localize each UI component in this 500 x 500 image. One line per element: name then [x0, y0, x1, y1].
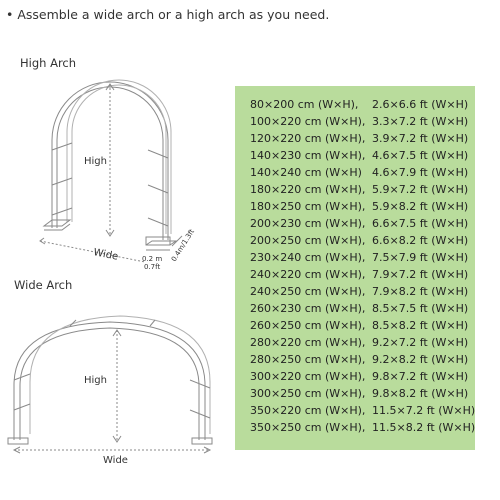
- size-metric: 180×250 cm (W×H),: [250, 200, 366, 213]
- size-imperial: 8.5×8.2 ft (W×H): [372, 319, 469, 332]
- size-row: [250, 130, 475, 147]
- high-arch-base-depth-label: 0.4m/1.3ft: [169, 227, 197, 264]
- wide-arch-width-label: Wide: [103, 455, 128, 466]
- size-row: [250, 198, 475, 215]
- size-imperial: 9.8×7.2 ft (W×H): [372, 370, 469, 383]
- size-metric: 80×200 cm (W×H),: [250, 98, 359, 111]
- size-metric: 280×250 cm (W×H),: [250, 353, 366, 366]
- high-arch-label: High Arch: [20, 56, 77, 70]
- size-metric: 200×250 cm (W×H),: [250, 234, 366, 247]
- size-metric: 260×250 cm (W×H),: [250, 319, 366, 332]
- size-row: [250, 164, 475, 181]
- size-imperial: 9.2×7.2 ft (W×H): [372, 336, 469, 349]
- size-metric: 180×220 cm (W×H),: [250, 183, 366, 196]
- size-metric: 350×220 cm (W×H),: [250, 404, 366, 417]
- size-imperial: 5.9×8.2 ft (W×H): [372, 200, 469, 213]
- size-metric: 240×250 cm (W×H),: [250, 285, 366, 298]
- size-imperial: 2.6×6.6 ft (W×H): [372, 98, 469, 111]
- size-metric: 120×220 cm (W×H),: [250, 132, 366, 145]
- size-imperial: 5.9×7.2 ft (W×H): [372, 183, 469, 196]
- size-row: [250, 181, 475, 198]
- size-metric: 140×230 cm (W×H),: [250, 149, 366, 162]
- size-row: [250, 334, 475, 351]
- size-metric: 300×250 cm (W×H),: [250, 387, 366, 400]
- size-imperial: 8.5×7.5 ft (W×H): [372, 302, 469, 315]
- size-imperial: 7.5×7.9 ft (W×H): [372, 251, 469, 264]
- size-row: [250, 232, 475, 249]
- size-row: [250, 283, 475, 300]
- size-imperial: 9.2×8.2 ft (W×H): [372, 353, 469, 366]
- size-imperial: 3.3×7.2 ft (W×H): [372, 115, 469, 128]
- size-row: [250, 368, 475, 385]
- size-imperial: 3.9×7.2 ft (W×H): [372, 132, 469, 145]
- high-arch-drawing: [40, 80, 182, 262]
- size-metric: 350×250 cm (W×H),: [250, 421, 366, 434]
- size-metric: 240×220 cm (W×H),: [250, 268, 366, 281]
- bullet-mark: •: [6, 7, 14, 22]
- size-metric: 200×230 cm (W×H),: [250, 217, 366, 230]
- size-row: [250, 351, 475, 368]
- high-arch-width-label: Wide: [92, 247, 120, 263]
- size-metric: 280×220 cm (W×H),: [250, 336, 366, 349]
- size-metric: 300×220 cm (W×H),: [250, 370, 366, 383]
- size-metric: 100×220 cm (W×H),: [250, 115, 366, 128]
- size-table: [235, 86, 475, 450]
- size-imperial: 9.8×8.2 ft (W×H): [372, 387, 469, 400]
- high-arch-height-label: High: [84, 156, 107, 167]
- size-imperial: 11.5×7.2 ft (W×H): [372, 404, 476, 417]
- size-metric: 260×230 cm (W×H),: [250, 302, 366, 315]
- size-metric: 230×240 cm (W×H),: [250, 251, 366, 264]
- wide-arch-drawing: [8, 316, 212, 453]
- size-row: [250, 113, 475, 130]
- size-imperial: 4.6×7.9 ft (W×H): [372, 166, 469, 179]
- size-row: [250, 215, 475, 232]
- size-imperial: 4.6×7.5 ft (W×H): [372, 149, 469, 162]
- size-row: [250, 419, 475, 436]
- size-imperial: 6.6×7.5 ft (W×H): [372, 217, 469, 230]
- size-row: [250, 266, 475, 283]
- headline-text: Assemble a wide arch or a high arch as you need.: [17, 7, 330, 22]
- size-row: [250, 300, 475, 317]
- wide-arch-height-label: High: [84, 375, 107, 386]
- size-row: [250, 147, 475, 164]
- high-arch-base-width-ft-label: 0.7ft: [144, 263, 161, 271]
- size-row: [250, 96, 475, 113]
- size-imperial: 6.6×8.2 ft (W×H): [372, 234, 469, 247]
- size-row: [250, 385, 475, 402]
- size-metric: 140×240 cm (W×H): [250, 166, 362, 179]
- high-arch-base-width-label: 0.2 m: [142, 255, 163, 263]
- wide-arch-label: Wide Arch: [14, 278, 73, 292]
- size-imperial: 7.9×7.2 ft (W×H): [372, 268, 469, 281]
- size-row: [250, 402, 475, 419]
- size-imperial: 11.5×8.2 ft (W×H): [372, 421, 476, 434]
- size-imperial: 7.9×8.2 ft (W×H): [372, 285, 469, 298]
- size-row: [250, 317, 475, 334]
- size-row: [250, 249, 475, 266]
